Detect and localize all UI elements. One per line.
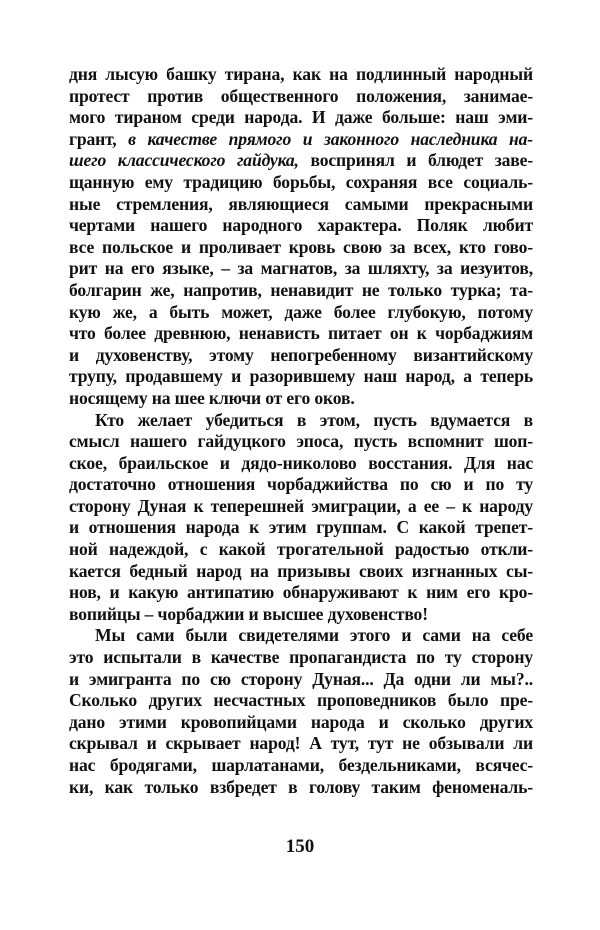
- text-line: и духовенству, этому непогребенному византийскому: [69, 344, 533, 365]
- text-italic-emphasis: в качестве прямого и законного наследника на-: [128, 128, 533, 149]
- text-line: скрывал и скрывает народ! А тут, тут не обзывали ли: [69, 733, 533, 754]
- text-line: смысл нашего гайдуцкого эпоса, пусть вспомнит шоп-: [69, 431, 533, 452]
- text-line: дня лысую башку тирана, как на подлинный народный: [69, 64, 533, 84]
- text-line: Сколько других несчастных проповедников было пре-: [69, 690, 533, 711]
- text-line: это испытали в качестве пропагандиста по ту сторону: [69, 647, 533, 668]
- text-italic-emphasis: шего классического гайдука,: [69, 150, 299, 171]
- text-line: носящему на шее ключи от его оков.: [69, 387, 355, 408]
- text-line: щанную ему традицию борьбы, сохраняя все социаль-: [69, 171, 533, 192]
- text-line: нов, и какую антипатию обнаруживают к ним его кро-: [69, 582, 533, 603]
- text-line: сторону Дуная к теперешней эмиграции, а ее – к народу: [69, 495, 533, 516]
- text-line: все польское и проливает кровь свою за всех, кто гово-: [69, 236, 533, 257]
- page-number: 150: [285, 836, 315, 857]
- text-line: чертами нашего народного характера. Поляк любит: [69, 215, 533, 236]
- text-line: Мы сами были свидетелями этого и сами на себе: [95, 625, 533, 646]
- text-line: что более древнюю, ненависть питает он к чорбаджиям: [69, 323, 533, 344]
- paragraph-3: [69, 625, 533, 798]
- text-line: дано этими кровопийцами народа и сколько других: [69, 711, 533, 732]
- text-line: достаточно отношения чорбаджийства по сю и по ту: [69, 474, 533, 495]
- text-line: вопийцы – чорбаджии и высшее духовенство!: [69, 603, 428, 624]
- text-line: болгарин же, напротив, ненавидит не только турка; та-: [69, 279, 533, 300]
- text-line: рит на его языке, – за магнатов, за шляхту, за иезуитов,: [69, 258, 533, 279]
- text-line: ные стремления, являющиеся самыми прекрасными: [69, 193, 533, 214]
- text-line: ки, как только взбредет в голову таким феноменаль-: [69, 776, 533, 797]
- text-line: трупу, продавшему и разорившему наш народ, а теперь: [69, 366, 533, 387]
- text-line: ной надеждой, с какой трогательной радостью откли-: [69, 539, 533, 560]
- text-line-mixed: [69, 129, 533, 151]
- text-line: Кто желает убедиться в этом, пусть вдумается в: [95, 409, 533, 430]
- paragraph-1: [69, 64, 533, 410]
- text-line: и отношения народа к этим группам. С какой трепет-: [69, 517, 533, 538]
- text-line: нас бродягами, шарлатанами, бездельниками, всячес-: [69, 755, 533, 775]
- text-line: мого тираном среди народа. И даже больше: наш эми-: [69, 107, 533, 128]
- text-line: и эмигранта по сю сторону Дуная... Да одни ли мы?..: [69, 668, 533, 689]
- page-body: [69, 64, 533, 798]
- paragraph-2: [69, 410, 533, 626]
- text-line: ское, браильское и дядо-николово восстания. Для нас: [69, 452, 533, 473]
- text-line-mixed: [69, 150, 533, 172]
- text-line: кается бедный народ на призывы своих изгнанных сы-: [69, 560, 533, 581]
- text-line: кую же, а быть может, даже более глубокую, потому: [69, 301, 533, 322]
- text-regular: грант,: [69, 128, 129, 149]
- text-regular: воспринял и блюдет заве-: [298, 150, 534, 171]
- text-line: протест против общественного положения, занимае-: [69, 85, 533, 106]
